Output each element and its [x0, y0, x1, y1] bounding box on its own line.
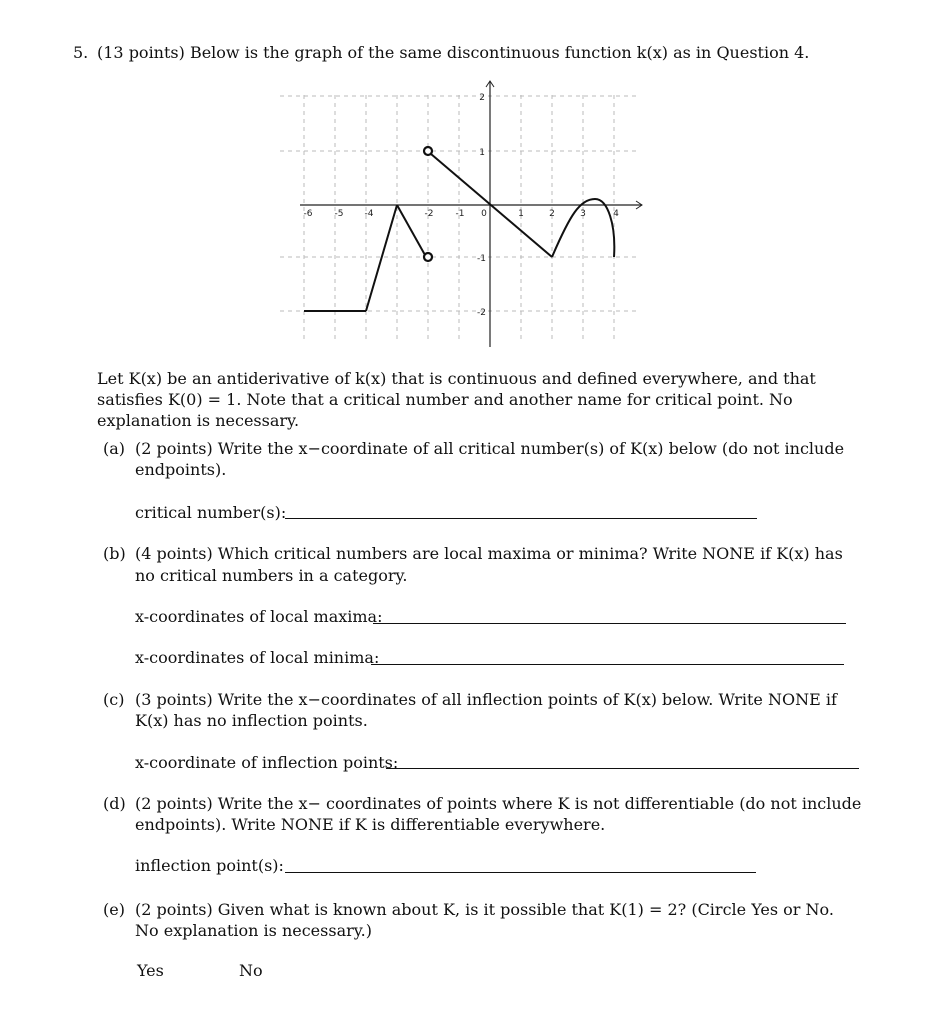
inflection-points-label: x-coordinate of inflection points: [135, 753, 399, 772]
part-e-line-2: No explanation is necessary.) [135, 921, 372, 940]
intro-line-2: satisfies K(0) = 1. Note that a critical number and another name for critical point. No [97, 390, 793, 409]
y-tick-label: 1 [479, 148, 485, 158]
part-b-line-1: (4 points) Which critical numbers are local maxima or minima? Write NONE if K(x) has [135, 544, 843, 563]
inflection-points-answer-line[interactable] [386, 767, 859, 769]
local-maxima-label: x-coordinates of local maxima: [135, 607, 383, 626]
x-tick-label: -6 [303, 209, 313, 219]
x-tick-label: 0 [481, 209, 487, 219]
intro-line-1: Let K(x) be an antiderivative of k(x) that is continuous and defined everywhere, and that [97, 369, 816, 388]
part-c-line-1: (3 points) Write the x−coordinates of all inflection points of K(x) below. Write NONE if [135, 690, 837, 709]
intro-line-3: explanation is necessary. [97, 411, 300, 430]
part-a-line-2: endpoints). [135, 460, 227, 479]
local-minima-label: x-coordinates of local minima: [135, 648, 380, 667]
y-tick-label: -1 [477, 254, 486, 264]
part-c-line-2: K(x) has no inflection points. [135, 711, 368, 730]
open-point-top [424, 147, 432, 155]
yes-option[interactable]: Yes [137, 961, 164, 980]
x-tick-label: -2 [424, 209, 434, 219]
x-tick-label: 2 [549, 209, 555, 219]
question-header: (13 points) Below is the graph of the same discontinuous function k(x) as in Question 4. [97, 43, 810, 62]
graph-segment-rising [366, 205, 397, 311]
part-b-line-2: no critical numbers in a category. [135, 566, 408, 585]
part-a-label: (a) [103, 439, 126, 458]
part-c-label: (c) [103, 690, 125, 709]
part-d-label: (d) [103, 794, 126, 813]
graph-segment-falling [397, 205, 425, 255]
part-d-line-1: (2 points) Write the x− coordinates of points where K is not differentiable (do not include [135, 794, 862, 813]
part-e-label: (e) [103, 900, 125, 919]
x-tick-label: 3 [580, 209, 586, 219]
function-graph [270, 75, 650, 350]
not-differentiable-answer-line[interactable] [285, 871, 756, 873]
critical-numbers-answer-line[interactable] [285, 517, 757, 519]
critical-numbers-label: critical number(s): [135, 503, 287, 522]
not-differentiable-label: inflection point(s): [135, 856, 284, 875]
x-tick-label: 4 [613, 209, 619, 219]
open-point-bottom [424, 253, 432, 261]
x-tick-label: 1 [518, 209, 524, 219]
x-tick-label: -1 [455, 209, 465, 219]
part-e-line-1: (2 points) Given what is known about K, is it possible that K(1) = 2? (Circle Yes or No. [135, 900, 834, 919]
local-minima-answer-line[interactable] [371, 663, 844, 665]
x-tick-label: -5 [334, 209, 344, 219]
x-tick-label: -4 [364, 209, 374, 219]
y-tick-label: 2 [479, 93, 485, 103]
part-a-line-1: (2 points) Write the x−coordinate of all critical number(s) of K(x) below (do not include [135, 439, 845, 458]
local-maxima-answer-line[interactable] [373, 622, 846, 624]
y-tick-label: -2 [477, 308, 486, 318]
question-number: 5. [73, 43, 89, 62]
part-b-label: (b) [103, 544, 126, 563]
no-option[interactable]: No [239, 961, 263, 980]
part-d-line-2: endpoints). Write NONE if K is differentiable everywhere. [135, 815, 606, 834]
